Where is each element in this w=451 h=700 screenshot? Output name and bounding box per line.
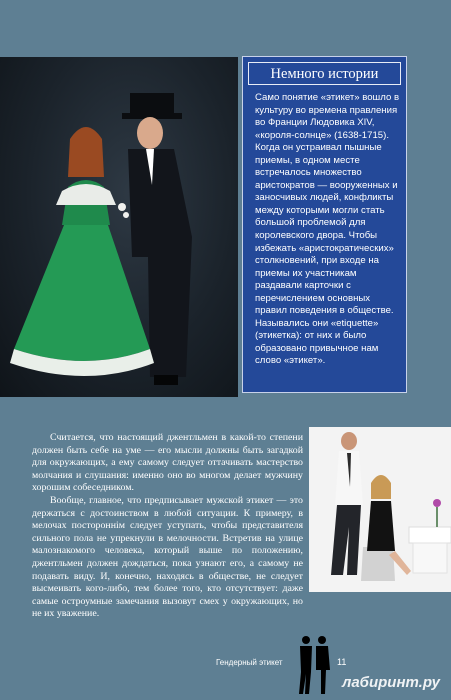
couple-silhouette-icon <box>297 632 331 696</box>
page-number: 11 <box>337 657 347 667</box>
history-sidebar-box <box>242 56 407 393</box>
history-text: Само понятие «этикет» вошло в культуру во времена правления во Франции Людовика XIV, «короля-солнце» (1638-1715). Когда он устраивал пышные приемы, в одном месте встречалось множество аристократов — вооруженных и заносчивых людей, конфликты между которыми могли стать большой проблемой для королевского двора. Чтобы избежать «аристократических» столкновений, при входе на приемы их участникам раздавали карточки с перечислением основных правил поведения в обществе. Назывались они «etiquette» (этикетка): от них и было образовано привычное нам слово «этикет». <box>255 92 400 367</box>
history-title: Немного истории <box>248 62 401 85</box>
article-paragraph: Вообще, главное, что предписывает мужской этикет — это держаться с достоинством в любой ситуации. К примеру, в мелочах постороннім следует уступать, чтобы представителя сильного пола не упрекнули в мелочности. Встретив на улице малознакомого человека, который выше по положению, джентльмен должен дождаться, пока узнают его, а самому не подавать виду. И, конечно, находясь в обществе, не следует высмеивать кого-либо, тем более того, кто отсутствует: даже самые остроумные замечания вызовут смех у окружающих, но не их уважение. <box>32 494 303 620</box>
couple-period-costume-photo <box>0 57 238 397</box>
article-paragraph: Считается, что настоящий джентльмен в какой-то степени должен быть себе на уме — его мысли должны быть загадкой для окружающих, а ему самому следует оттачивать мастерство молчания и слушания: именно оно во многом делает мужчину хорошим собеседником. <box>32 432 303 494</box>
main-article-text <box>32 432 303 621</box>
gentleman-seating-lady-photo <box>309 427 451 592</box>
footer-section-title: Гендерный этикет <box>216 658 283 667</box>
watermark-text: лабиринт.ру <box>342 674 440 691</box>
